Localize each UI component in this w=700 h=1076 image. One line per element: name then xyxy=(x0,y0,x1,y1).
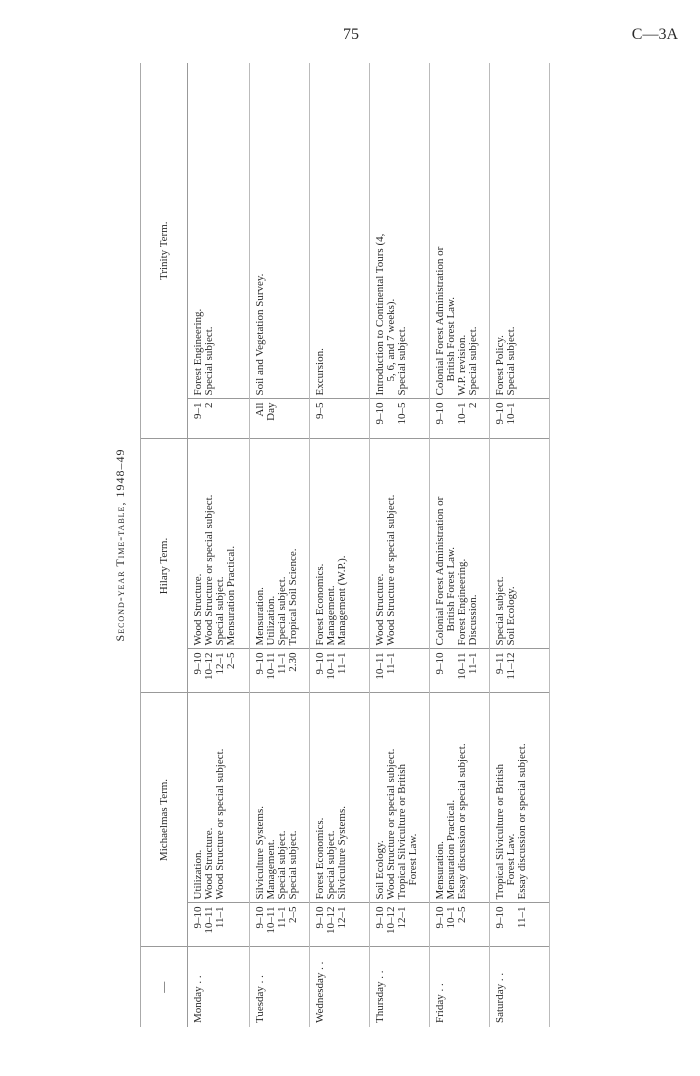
hilary-subjects-cell xyxy=(310,439,370,649)
timetable xyxy=(140,63,550,1027)
subject-entry: Special subject. xyxy=(276,576,288,646)
trinity-subjects-cell xyxy=(310,63,370,399)
subject-entry: Forest Economics. xyxy=(314,563,326,646)
subject-entry: Wood Structure. xyxy=(374,573,386,646)
hilary-times-cell xyxy=(310,649,370,693)
table-row xyxy=(430,63,490,1027)
subject-entry: Mensuration Practical. xyxy=(445,799,457,900)
subject-entry: 5, 6, and 7 weeks). xyxy=(385,298,397,382)
subject-entry: Forest Engineering. xyxy=(192,308,204,396)
time-slot: 10–12 xyxy=(385,906,397,934)
time-slot: 11–1 xyxy=(467,652,479,675)
hilary-header: Hilary Term. xyxy=(141,439,188,693)
time-slot: All Day xyxy=(254,402,277,421)
hilary-times-cell xyxy=(490,649,550,693)
trinity-header: Trinity Term. xyxy=(141,63,188,439)
subject-entry: Wood Structure or special subject. xyxy=(203,494,215,646)
subject-entry: Wood Structure or special subject. xyxy=(385,494,397,646)
time-slot: 9–10 xyxy=(314,652,326,675)
subject-entry: Silviculture Systems. xyxy=(336,806,348,900)
time-slot: 10–5 xyxy=(396,402,408,425)
timetable-body xyxy=(188,63,550,1027)
subject-entry: Forest Economics. xyxy=(314,817,326,900)
subject-entry: Special subject. xyxy=(396,326,408,396)
hilary-subjects-cell xyxy=(250,439,310,649)
trinity-times-cell xyxy=(310,399,370,439)
time-slot: 11–1 xyxy=(214,906,226,929)
subject-entry: British Forest Law. xyxy=(445,546,457,632)
hilary-times-cell xyxy=(250,649,310,693)
trinity-subjects-cell xyxy=(250,63,310,399)
michaelmas-times-cell xyxy=(188,903,250,947)
table-row xyxy=(370,63,430,1027)
subject-entry: Excursion. xyxy=(314,348,326,396)
subject-entry: Mensuration. xyxy=(254,587,266,646)
michaelmas-subjects-cell xyxy=(430,693,490,903)
table-row xyxy=(490,63,550,1027)
time-slot: 10–1 xyxy=(456,402,468,425)
subject-entry: Colonial Forest Administration or xyxy=(434,246,446,396)
time-slot: 9–5 xyxy=(314,402,326,419)
time-slot: 9–10 xyxy=(314,906,326,929)
subject-entry: Tropical Silviculture or British xyxy=(396,763,408,900)
subject-entry: Special subject. xyxy=(203,326,215,396)
subject-entry: Special subject. xyxy=(505,326,517,396)
hilary-subjects-cell xyxy=(188,439,250,649)
hilary-subjects-cell xyxy=(370,439,430,649)
day-cell: Monday . . xyxy=(188,947,250,1027)
time-slot: 12–1 xyxy=(336,906,348,929)
time-slot: 11–1 xyxy=(336,652,348,675)
day-cell: Tuesday . . xyxy=(250,947,310,1027)
trinity-times-cell xyxy=(188,399,250,439)
time-slot: 11–12 xyxy=(505,652,517,680)
time-slot: 9–10 xyxy=(494,402,506,425)
michaelmas-subjects-cell xyxy=(370,693,430,903)
table-row xyxy=(310,63,370,1027)
subject-entry: Special subject. xyxy=(287,830,299,900)
michaelmas-times-cell xyxy=(370,903,430,947)
time-slot: 9–10 xyxy=(434,906,446,929)
time-slot: 9–10 xyxy=(254,652,266,675)
time-slot: 11–1 xyxy=(276,906,288,929)
trinity-times-cell xyxy=(370,399,430,439)
michaelmas-times-cell xyxy=(490,903,550,947)
trinity-subjects-cell xyxy=(188,63,250,399)
trinity-times-cell xyxy=(430,399,490,439)
time-slot: 9–10 xyxy=(192,906,204,929)
time-slot: 9–1 xyxy=(192,402,204,419)
subject-entry: Wood Structure. xyxy=(203,827,215,900)
time-slot: 9–10 xyxy=(494,906,506,929)
time-slot: 12–1 xyxy=(214,652,226,675)
hilary-times-cell xyxy=(430,649,490,693)
time-slot: 11–1 xyxy=(385,652,397,675)
time-slot: 12–1 xyxy=(396,906,408,929)
day-cell: Friday . . xyxy=(430,947,490,1027)
subject-entry: Special subject. xyxy=(494,576,506,646)
time-slot: 9–10 xyxy=(374,402,386,425)
michaelmas-subjects-cell xyxy=(490,693,550,903)
time-slot: 2 xyxy=(467,402,479,408)
time-slot: 10–1 xyxy=(505,402,517,425)
michaelmas-subjects-cell xyxy=(310,693,370,903)
subject-entry: British Forest Law. xyxy=(445,296,457,382)
day-cell: Thursday . . xyxy=(370,947,430,1027)
page-number: 75 xyxy=(343,26,359,43)
subject-entry: Forest Engineering. xyxy=(456,558,468,646)
subject-entry: Special subject. xyxy=(325,830,337,900)
subject-entry: Silviculture Systems. xyxy=(254,806,266,900)
subject-entry: Forest Law. xyxy=(505,833,517,886)
time-slot: 11–1 xyxy=(276,652,288,675)
subject-entry: Colonial Forest Administration or xyxy=(434,496,446,646)
subject-entry: Forest Law. xyxy=(407,833,419,886)
time-slot: 10–12 xyxy=(203,652,215,680)
time-slot: 10–11 xyxy=(456,652,468,680)
michaelmas-times-cell xyxy=(310,903,370,947)
subject-entry: Soil Ecology. xyxy=(505,586,517,646)
table-row xyxy=(188,63,250,1027)
subject-entry: Wood Structure or special subject. xyxy=(385,748,397,900)
subject-entry: Utilization. xyxy=(265,595,277,646)
subject-entry: Soil Ecology. xyxy=(374,840,386,900)
time-slot: 2–5 xyxy=(225,652,237,669)
subject-entry: Special subject. xyxy=(276,830,288,900)
time-slot: 10–1 xyxy=(445,906,457,929)
subject-entry: Management (W.P.). xyxy=(336,555,348,646)
subject-entry: Tropical Silviculture or British xyxy=(494,763,506,900)
trinity-subjects-cell xyxy=(490,63,550,399)
trinity-times-cell xyxy=(250,399,310,439)
time-slot: 9–10 xyxy=(374,906,386,929)
day-cell: Saturday . . xyxy=(490,947,550,1027)
hilary-times-cell xyxy=(370,649,430,693)
trinity-times-cell xyxy=(490,399,550,439)
time-slot: 9–11 xyxy=(494,652,506,675)
subject-entry: Tropical Soil Science. xyxy=(287,548,299,646)
trinity-subjects-cell xyxy=(370,63,430,399)
subject-entry: Forest Policy. xyxy=(494,335,506,396)
subject-entry: Soil and Vegetation Survey. xyxy=(254,273,266,396)
table-title: Second-year Time-table, 1948–49 xyxy=(113,448,127,642)
subject-entry: Special subject. xyxy=(467,326,479,396)
time-slot: 2–5 xyxy=(456,906,468,923)
trinity-subjects-cell xyxy=(430,63,490,399)
time-slot: 2.30 xyxy=(287,652,299,672)
michaelmas-times-cell xyxy=(430,903,490,947)
michaelmas-header: Michaelmas Term. xyxy=(141,693,188,947)
time-slot: 10–11 xyxy=(325,652,337,680)
subject-entry: Mensuration Practical. xyxy=(225,545,237,646)
subject-entry: Wood Structure or special subject. xyxy=(214,748,226,900)
hilary-subjects-cell xyxy=(430,439,490,649)
subject-entry: Management. xyxy=(265,839,277,900)
day-cell: Wednesday . . xyxy=(310,947,370,1027)
subject-entry: Essay discussion or special subject. xyxy=(456,743,468,900)
subject-entry: Introduction to Continental Tours (4, xyxy=(374,233,386,396)
time-slot: 10–11 xyxy=(203,906,215,934)
hilary-times-cell xyxy=(188,649,250,693)
subject-entry: Wood Structure. xyxy=(192,573,204,646)
subject-entry: Utilization. xyxy=(192,849,204,900)
subject-entry: W.P. revision. xyxy=(456,334,468,396)
time-slot: 9–10 xyxy=(192,652,204,675)
time-slot: 10–11 xyxy=(265,652,277,680)
subject-entry: Discussion. xyxy=(467,594,479,646)
time-slot: 9–10 xyxy=(434,402,446,425)
page-reference: C—3A xyxy=(631,26,678,43)
time-slot: 10–12 xyxy=(325,906,337,934)
subject-entry: Special subject. xyxy=(214,576,226,646)
rotated-timetable xyxy=(100,63,530,1027)
time-slot: 2 xyxy=(203,402,215,408)
day-header: — xyxy=(141,947,188,1027)
subject-entry: Essay discussion or special subject. xyxy=(516,743,528,900)
subject-entry: Management. xyxy=(325,585,337,646)
michaelmas-times-cell xyxy=(250,903,310,947)
time-slot: 11–1 xyxy=(516,906,528,929)
time-slot: 9–10 xyxy=(434,652,446,675)
header-row xyxy=(141,63,188,1027)
michaelmas-subjects-cell xyxy=(250,693,310,903)
table-row xyxy=(250,63,310,1027)
time-slot: 10–11 xyxy=(265,906,277,934)
time-slot xyxy=(408,907,419,944)
time-slot: 9–10 xyxy=(254,906,266,929)
time-slot: 2–5 xyxy=(287,906,299,923)
subject-entry: Mensuration. xyxy=(434,841,446,900)
hilary-subjects-cell xyxy=(490,439,550,649)
michaelmas-subjects-cell xyxy=(188,693,250,903)
time-slot: 10–11 xyxy=(374,652,386,680)
